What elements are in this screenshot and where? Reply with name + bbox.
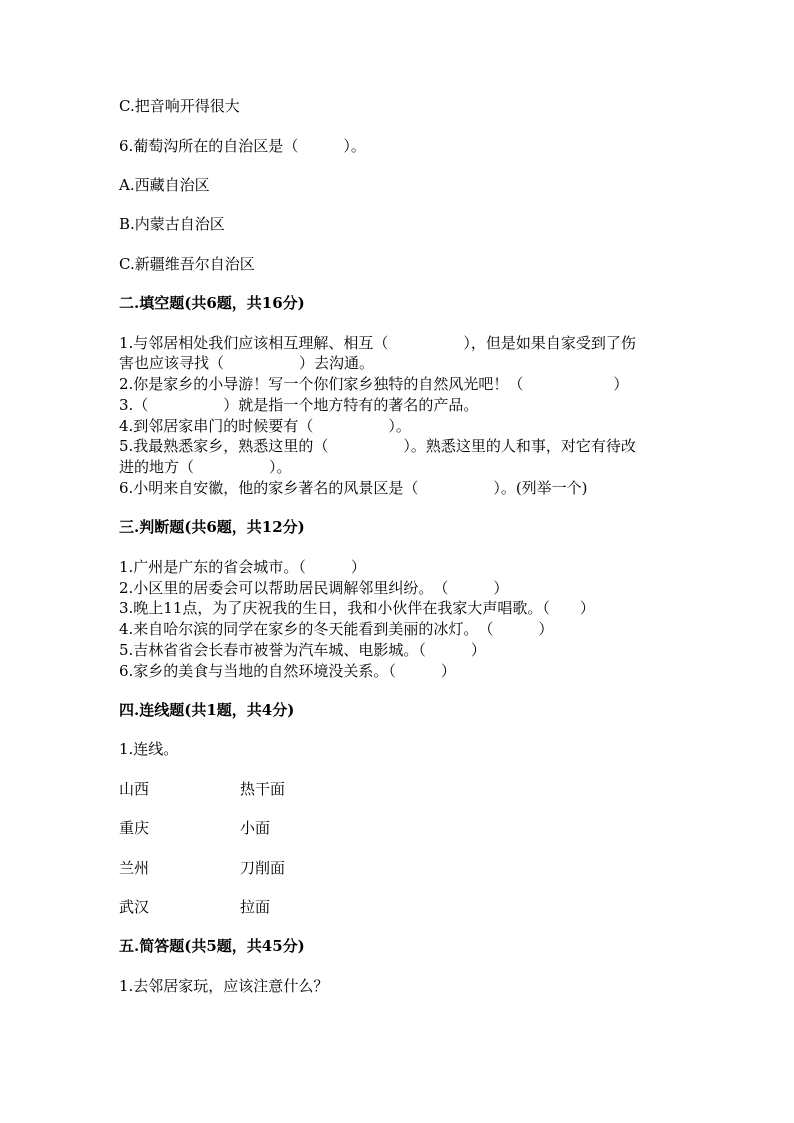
question-5-option-c: C.把音响开得很大: [119, 97, 240, 115]
fill-blank-line: 4.到邻居家串门的时候要有（ ）。: [119, 417, 411, 435]
fill-blank-line: 6.小明来自安徽，他的家乡著名的风景区是（ ）。(列举一个): [119, 479, 588, 497]
fill-blank-line: 2.你是家乡的小导游！写一个你们家乡独特的自然风光吧！（ ）: [119, 375, 629, 393]
matching-right-item: 热干面: [240, 780, 286, 798]
fill-blank-line: 害也应该寻找（ ）去沟通。: [119, 354, 375, 372]
matching-right-item: 小面: [240, 819, 271, 837]
fill-blank-line: 3.（ ）就是指一个地方特有的著名的产品。: [119, 396, 479, 414]
true-false-line: 4.来自哈尔滨的同学在家乡的冬天能看到美丽的冰灯。 （ ）: [119, 620, 554, 638]
matching-left-item: 重庆: [119, 819, 150, 837]
matching-left-item: 武汉: [119, 898, 150, 916]
matching-right-item: 刀削面: [240, 859, 286, 877]
section-2-heading: 二.填空题(共6题，共16分): [119, 294, 305, 312]
true-false-line: 5.吉林省省会长春市被誉为汽车城、电影城。（ ）: [119, 641, 486, 659]
matching-question: 1.连线。: [119, 740, 179, 758]
fill-blank-line: 1.与邻居相处我们应该相互理解、相互（ ），但是如果自家受到了伤: [119, 334, 636, 352]
short-answer-question: 1.去邻居家玩，应该注意什么？: [119, 977, 329, 995]
fill-blank-line: 进的地方（ ）。: [119, 458, 292, 476]
matching-left-item: 兰州: [119, 859, 150, 877]
matching-left-item: 山西: [119, 780, 150, 798]
true-false-line: 2.小区里的居委会可以帮助居民调解邻里纠纷。 （ ）: [119, 579, 509, 597]
question-6-option-a: A.西藏自治区: [119, 176, 210, 194]
section-5-heading: 五.简答题(共5题，共45分): [119, 937, 305, 955]
section-3-heading: 三.判断题(共6题，共12分): [119, 518, 305, 536]
question-6-option-b: B.内蒙古自治区: [119, 215, 225, 233]
true-false-line: 3.晚上11点，为了庆祝我的生日，我和小伙伴在我家大声唱歌。（ ）: [119, 599, 595, 617]
true-false-line: 1.广州是广东的省会城市。（ ）: [119, 558, 366, 576]
true-false-line: 6.家乡的美食与当地的自然环境没关系。（ ）: [119, 662, 456, 680]
question-6-option-c: C.新疆维吾尔自治区: [119, 255, 255, 273]
fill-blank-line: 5.我最熟悉家乡，熟悉这里的（ ）。熟悉这里的人和事，对它有待改: [119, 437, 636, 455]
question-6-stem: 6.葡萄沟所在的自治区是（ ）。: [119, 137, 366, 155]
section-4-heading: 四.连线题(共1题，共4分): [119, 701, 295, 719]
matching-right-item: 拉面: [240, 898, 271, 916]
